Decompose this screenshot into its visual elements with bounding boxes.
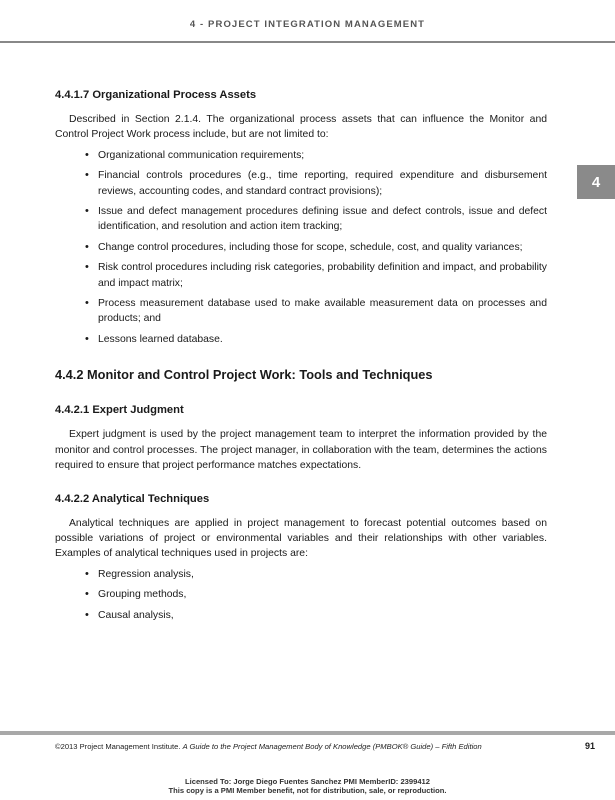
expert-judgment-body: Expert judgment is used by the project management team to interpret the information provided by the monitor and control processes. The project manager, in collaboration with the team, determines the actions required to ensure that project performance matches expectations. (55, 429, 547, 472)
footer-copyright (55, 742, 482, 751)
license-line-1: Licensed To: Jorge Diego Fuentes Sanchez PMI MemberID: 2399412 (184, 777, 431, 786)
chapter-tab: 4 (577, 165, 615, 199)
guide-title: A Guide to the Project Management Body of Knowledge (PMBOK® Guide) – Fifth Edition (182, 742, 482, 751)
list-item: • Organizational communication requirements; (85, 148, 547, 163)
copyright-text: ©2013 Project Management Institute. (55, 742, 181, 751)
analytical-techniques-body: Analytical techniques are applied in project management to forecast potential outcomes based on possible variations of project or environmental variables and their relationships with other variables. Examples of analytical techniques used in projects are: (55, 517, 547, 560)
list-item: • Financial controls procedures (e.g., time reporting, required expenditure and disbursement reviews, accounting codes, and standard contract provisions); (85, 168, 547, 199)
list-item: • Risk control procedures including risk categories, probability definition and impact, and probability and impact matrix; (85, 260, 547, 291)
list-item: • Grouping methods, (85, 587, 547, 602)
header-title: 4 - PROJECT INTEGRATION MANAGEMENT (189, 19, 426, 30)
analytical-list (55, 567, 547, 623)
list-item: • Causal analysis, (85, 608, 547, 623)
license-line-2: This copy is a PMI Member benefit, not for distribution, sale, or reproduction. (168, 785, 447, 795)
heading-expert-judgment: 4.4.2.1 Expert Judgment (55, 404, 184, 417)
opa-list (55, 148, 547, 347)
list-item: • Change control procedures, including those for scope, schedule, cost, and quality variances; (85, 240, 547, 255)
opa-intro: Described in Section 2.1.4. The organizational process assets that can influence the Monitor and Control Project Work process include, but are not limited to: (55, 114, 547, 141)
running-header (0, 0, 615, 42)
heading-organizational-process-assets: 4.4.1.7 Organizational Process Assets (55, 89, 257, 101)
list-item: • Issue and defect management procedures defining issue and defect controls, issue and defect identification, and resolution and action item tracking; (85, 204, 547, 235)
footer-rule (0, 731, 615, 735)
list-item: • Process measurement database used to make available measurement data on processes and products; and (85, 296, 547, 327)
heading-analytical-techniques: 4.4.2.2 Analytical Techniques (55, 492, 210, 505)
heading-tools-and-techniques: 4.4.2 Monitor and Control Project Work: Tools and Techniques (55, 367, 433, 383)
list-item: • Regression analysis, (85, 567, 547, 582)
header-rule (0, 41, 615, 43)
page-content (55, 88, 547, 623)
license-notice (0, 778, 615, 795)
list-item: • Lessons learned database. (85, 332, 547, 347)
page-number: 91 (584, 741, 595, 751)
